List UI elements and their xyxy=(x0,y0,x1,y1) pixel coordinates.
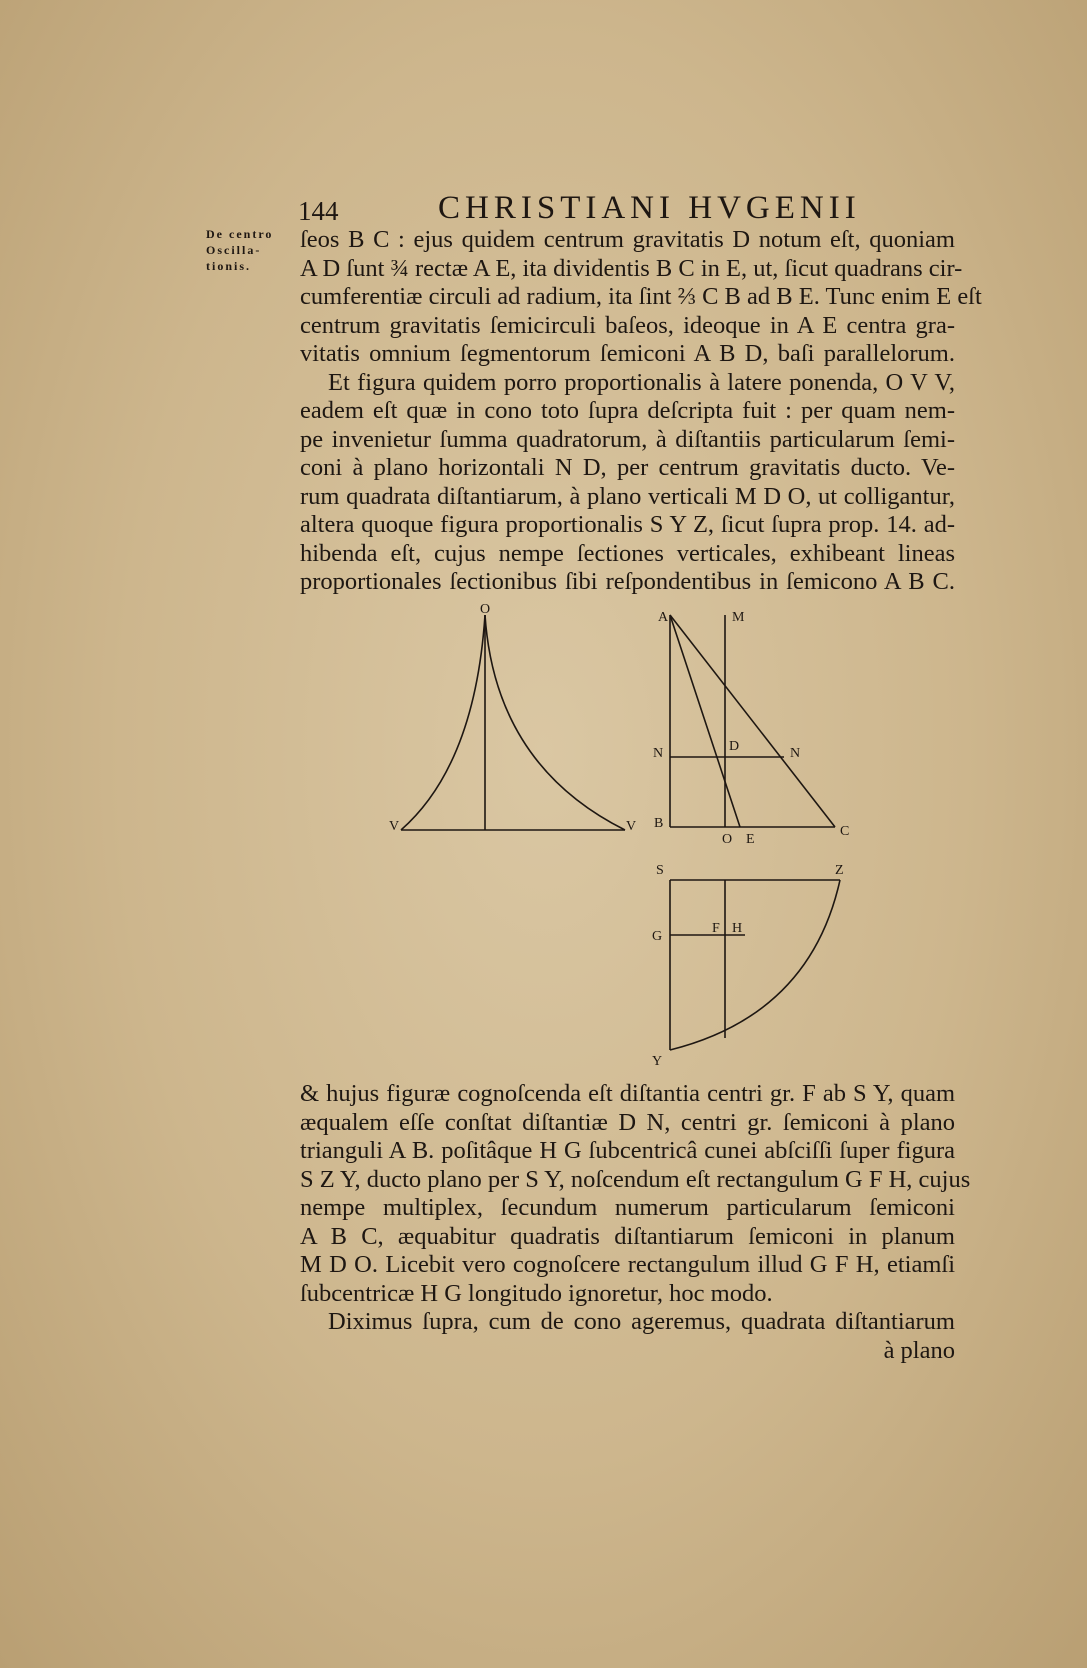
text-line: pe invenietur ſumma quadratorum, à diſtantiis particularum ſemi- xyxy=(300,425,955,453)
label-N-right: N xyxy=(790,746,801,761)
text-line: Et figura quidem porro proportionalis à latere ponenda, O V V, xyxy=(328,368,955,396)
figure-szy-svg xyxy=(650,860,870,1070)
triangle-AC xyxy=(670,615,835,827)
text-line: hibenda eſt, cujus nempe ſectiones verticales, exhibeant lineas xyxy=(300,539,955,567)
page-number: 144 xyxy=(298,196,339,226)
ovv-left-curve xyxy=(401,615,485,830)
figure-triangle-svg xyxy=(650,605,890,845)
label-V-right: V xyxy=(626,819,637,834)
triangle-AE xyxy=(670,615,740,827)
marginal-note-line: De centro xyxy=(206,227,274,241)
text-line: M D O. Licebit vero cognoſcere rectangulum illud G F H, etiamſi xyxy=(300,1251,955,1278)
label-C: C xyxy=(840,824,850,839)
text-line: ſeos B C : ejus quidem centrum gravitatis D notum eſt, quoniam xyxy=(300,226,955,253)
szy-curve xyxy=(670,880,840,1050)
label-N-left: N xyxy=(653,746,664,761)
label-E: E xyxy=(746,832,755,847)
label-A: A xyxy=(658,610,669,625)
label-O: O xyxy=(722,832,733,847)
text-line: & hujus figuræ cognoſcenda eſt diſtantia centri gr. F ab S Y, quam xyxy=(300,1080,955,1107)
label-H: H xyxy=(732,921,743,936)
text-block-bottom xyxy=(300,1080,971,1365)
text-line: eadem eſt quæ in cono toto ſupra deſcripta fuit : per quam nem- xyxy=(300,397,955,424)
text-block-top xyxy=(300,226,982,597)
text-line: nempe multiplex, ſecundum numerum particularum ſemiconi xyxy=(300,1194,955,1221)
text-line: vitatis omnium ſegmentorum ſemiconi A B D, baſi parallelorum. xyxy=(300,340,955,367)
text-line: coni à plano horizontali N D, per centrum gravitatis ducto. Ve- xyxy=(300,454,955,481)
ovv-right-curve xyxy=(485,615,625,830)
label-F: F xyxy=(712,921,720,936)
text-line: à plano xyxy=(883,1336,955,1364)
label-M: M xyxy=(732,610,745,625)
text-line: altera quoque figura proportionalis S Y Z, ſicut ſupra prop. 14. ad- xyxy=(300,511,955,538)
label-S: S xyxy=(656,863,664,878)
label-O: O xyxy=(480,602,491,617)
label-V-left: V xyxy=(389,819,400,834)
figure-szy xyxy=(650,860,870,1070)
text-line: Diximus ſupra, cum de cono ageremus, quadrata diſtantiarum xyxy=(328,1308,955,1335)
text-line: centrum gravitatis ſemicirculi baſeos, ideoque in A E centra gra- xyxy=(300,311,955,339)
label-D: D xyxy=(729,739,740,754)
marginal-note-line: tionis. xyxy=(206,259,252,273)
figure-triangle xyxy=(650,605,890,845)
text-line: rum quadrata diſtantiarum, à plano verticali M D O, ut colligantur, xyxy=(300,482,955,510)
marginal-note xyxy=(206,226,296,274)
text-line: A D ſunt ¾ rectæ A E, ita dividentis B C in E, ut, ſicut quadrans cir- xyxy=(300,254,963,282)
label-B: B xyxy=(654,816,664,831)
label-Z: Z xyxy=(835,863,844,878)
text-line: proportionales ſectionibus ſibi reſpondentibus in ſemicono A B C. xyxy=(300,568,955,595)
figure-ovv-svg xyxy=(385,602,637,845)
text-line: æqualem eſſe conſtat diſtantiæ D N, centri gr. ſemiconi à plano xyxy=(300,1108,955,1136)
text-line: A B C, æquabitur quadratis diſtantiarum ſemiconi in planum xyxy=(300,1222,955,1250)
label-Y: Y xyxy=(652,1054,663,1069)
running-title: CHRISTIANI HVGENII xyxy=(438,190,861,226)
marginal-note-line: Oscilla- xyxy=(206,243,262,257)
text-line: trianguli A B. poſitâque H G ſubcentricâ cunei abſciſſi ſuper figura xyxy=(300,1137,955,1164)
text-line: ſubcentricæ H G longitudo ignoretur, hoc modo. xyxy=(300,1279,773,1307)
figure-ovv xyxy=(385,602,637,845)
label-G: G xyxy=(652,929,663,944)
text-line: S Z Y, ducto plano per S Y, noſcendum eſt rectangulum G F H, cujus xyxy=(300,1165,971,1193)
text-line: cumferentiæ circuli ad radium, ita ſint ⅔ C B ad B E. Tunc enim E eſt xyxy=(300,283,982,310)
